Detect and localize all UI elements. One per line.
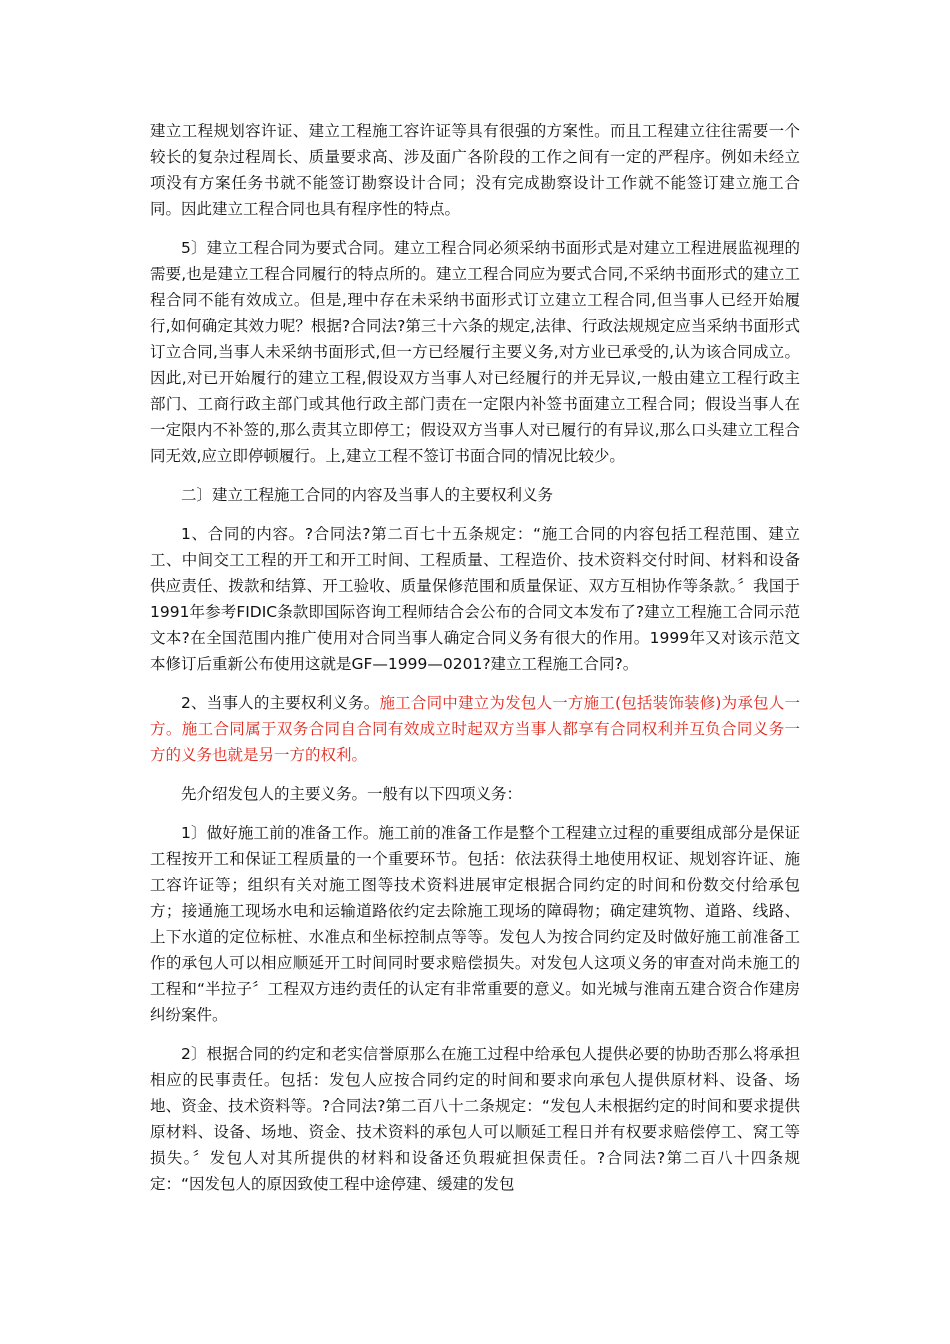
- highlighted-red-text: 施工合同中建立为发包人一方施工(包括装饰装修)为承包人一方。施工合同属于双务合同自合同有效成立时起双方当事人都享有合同权利并互负合同义务一方的义务也就是另一方的权利。: [150, 694, 800, 764]
- paragraph-employer-duties-intro-text: 先介绍发包人的主要义务。一般有以下四项义务：: [181, 785, 523, 803]
- paragraph-2: [150, 235, 800, 469]
- paragraph-contract-content-text: 1、合同的内容。?合同法?第二百七十五条规定：“施工合同的内容包括工程范围、建立工、中间交工工程的开工和开工时间、工程质量、工程造价、技术资料交付时间、材料和设备供应责任、拨款和结算、开工验收、质量保修范围和质量保证、双方互相协作等条款。〞我国于1991年参考FIDIC条款即国际咨询工程师结合会公布的合同文本发布了?建立工程施工合同示范文本?在全国范围内推广使用对合同当事人确定合同义务有很大的作用。1999年又对该示范文本修订后重新公布使用这就是GF—1999—0201?建立工程施工合同?。: [150, 525, 800, 673]
- document-body: [150, 118, 800, 1210]
- section-heading-text: 二〕建立工程施工合同的内容及当事人的主要权利义务: [181, 486, 554, 504]
- paragraph-rights-obligations: [150, 690, 800, 768]
- paragraph-contract-content: [150, 521, 800, 677]
- section-heading-contract-content: [150, 482, 800, 508]
- paragraph-1-text: 建立工程规划容许证、建立工程施工容许证等具有很强的方案性。而且工程建立往往需要一个较长的复杂过程周长、质量要求高、涉及面广各阶段的工作之间有一定的严程序。例如未经立项没有方案任务书就不能签订勘察设计合同；没有完成勘察设计工作就不能签订建立施工合同。因此建立工程合同也具有程序性的特点。: [150, 122, 800, 218]
- paragraph-duty-1-text: 1〕做好施工前的准备工作。施工前的准备工作是整个工程建立过程的重要组成部分是保证工程按开工和保证工程质量的一个重要环节。包括：依法获得土地使用权证、规划容许证、施工容许证等；组织有关对施工图等技术资料进展审定根据合同约定的时间和份数交付给承包方；接通施工现场水电和运输道路依约定去除施工现场的障碍物；确定建筑物、道路、线路、上下水道的定位标桩、水准点和坐标控制点等等。发包人为按合同约定及时做好施工前准备工作的承包人可以相应顺延开工时间同时要求赔偿损失。对发包人这项义务的审查对尚未施工的工程和“半拉子〞工程双方违约责任的认定有非常重要的意义。如光城与淮南五建合资合作建房纠纷案件。: [150, 824, 800, 1024]
- paragraph-employer-duties-intro: [150, 781, 800, 807]
- paragraph-rights-obligations-text: 2、当事人的主要权利义务。: [181, 694, 380, 712]
- paragraph-duty-2-text: 2〕根据合同的约定和老实信誉原那么在施工过程中给承包人提供必要的协助否那么将承担相应的民事责任。包括：发包人应按合同约定的时间和要求向承包人提供原材料、设备、场地、资金、技术资料等。?合同法?第二百八十二条规定：“发包人未根据约定的时间和要求提供原材料、设备、场地、资金、技术资料的承包人可以顺延工程日并有权要求赔偿停工、窝工等损失。〞发包人对其所提供的材料和设备还负瑕疵担保责任。?合同法?第二百八十四条规定：“因发包人的原因致使工程中途停建、缓建的发包: [150, 1045, 800, 1193]
- paragraph-duty-1: [150, 820, 800, 1028]
- paragraph-1: [150, 118, 800, 222]
- paragraph-duty-2: [150, 1041, 800, 1197]
- paragraph-2-text: 5〕建立工程合同为要式合同。建立工程合同必须采纳书面形式是对建立工程进展监视理的需要,也是建立工程合同履行的特点所的。建立工程合同应为要式合同,不采纳书面形式的建立工程合同不能有效成立。但是,理中存在未采纳书面形式订立建立工程合同,但当事人已经开始履行,如何确定其效力呢？根据?合同法?第三十六条的规定,法律、行政法规规定应当采纳书面形式订立合同,当事人未采纳书面形式,但一方已经履行主要义务,对方业已承受的,认为该合同成立。因此,对已开始履行的建立工程,假设双方当事人对已经履行的并无异议,一般由建立工程行政主部门、工商行政主部门或其他行政主部门责在一定限内补签书面建立工程合同；假设当事人在一定限内不补签的,那么责其立即停工；假设双方当事人对已履行的有异议,那么口头建立工程合同无效,应立即停顿履行。上,建立工程不签订书面合同的情况比较少。: [150, 239, 800, 465]
